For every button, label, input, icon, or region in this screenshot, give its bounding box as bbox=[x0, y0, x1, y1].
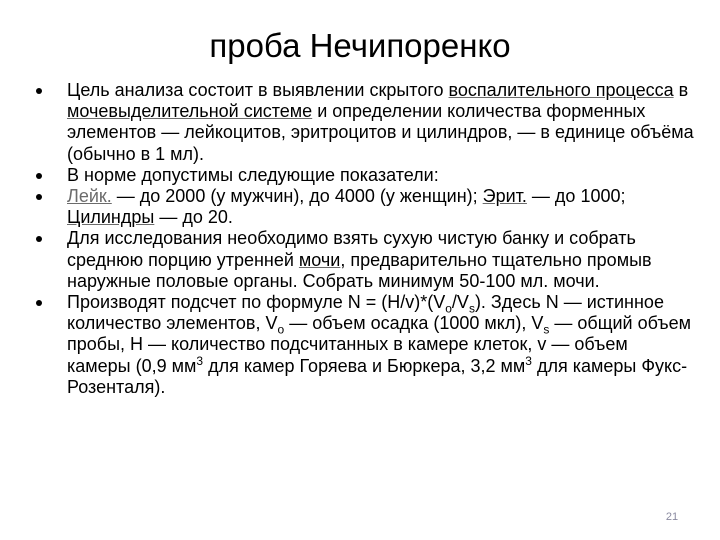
bullet-dot-icon bbox=[36, 194, 42, 200]
bullet-text: и определении количества форменных элементов — лейкоцитов, эритроцитов и цилиндров, — в единице объёма (обычно в 1 мл). bbox=[67, 101, 694, 164]
bullet-text: для камеры Фукс-Розенталя). bbox=[67, 355, 688, 397]
bullet-text: Для исследования необходимо взять сухую чистую банку и собрать среднюю порцию утренней bbox=[67, 228, 636, 270]
subscript: o bbox=[445, 301, 452, 316]
bullet-text: В норме допустимы следующие показатели: bbox=[67, 164, 439, 185]
bullet-dot-icon bbox=[36, 300, 42, 306]
link-cylinders[interactable]: Цилиндры bbox=[67, 207, 155, 228]
link-urine[interactable]: мочи bbox=[298, 249, 341, 270]
bullet-text: — общий объем пробы, H — количество подсчитанных в камере клеток, v — объем камеры (0,9 мм bbox=[67, 313, 691, 376]
link-leukocytes[interactable]: Лейк. bbox=[67, 186, 112, 207]
superscript: 3 bbox=[525, 353, 532, 368]
bullet-text: — до 2000 (у мужчин), до 4000 (у женщин); bbox=[111, 186, 483, 207]
bullet-item-formula bbox=[36, 292, 696, 398]
subscript: o bbox=[277, 322, 285, 337]
link-inflammatory-process[interactable]: воспалительного процесса bbox=[448, 80, 674, 100]
superscript: 3 bbox=[196, 353, 204, 368]
bullet-item-values bbox=[36, 186, 696, 228]
bullet-text: /V bbox=[451, 292, 469, 313]
bullet-dot-icon bbox=[36, 88, 42, 94]
bullet-text: ). Здесь N — истинное количество элементов, V bbox=[67, 292, 664, 334]
bullet-item-collection bbox=[36, 228, 696, 292]
bullet-text: — объем осадка (1000 мкл), V bbox=[284, 313, 544, 334]
bullet-text: — до 1000; bbox=[526, 186, 626, 207]
bullet-text: для камер Горяева и Бюркера, 3,2 мм bbox=[203, 355, 526, 376]
bullet-dot-icon bbox=[36, 173, 42, 179]
page-number: 21 bbox=[665, 511, 679, 523]
bullet-text: Производят подсчет по формуле N = (H/v)*(V bbox=[67, 292, 446, 313]
bullet-text: — до 20. bbox=[154, 207, 233, 228]
bullet-item-purpose bbox=[36, 80, 696, 165]
subscript: s bbox=[468, 301, 475, 316]
link-urinary-system[interactable]: мочевыделительной системе bbox=[67, 101, 313, 122]
bullet-dot-icon bbox=[36, 236, 42, 242]
bullet-text: , предварительно тщательно промыв наружные половые органы. Собрать минимум 50-100 мл. мочи. bbox=[67, 249, 652, 291]
link-erythrocytes[interactable]: Эрит. bbox=[482, 186, 527, 207]
bullet-item-norm bbox=[36, 165, 696, 186]
slide-title: проба Нечипоренко bbox=[209, 27, 511, 64]
bullet-text: в bbox=[673, 80, 689, 100]
bullet-text: Цель анализа состоит в выявлении скрытого bbox=[67, 80, 449, 100]
subscript: s bbox=[543, 322, 550, 337]
bullet-list bbox=[36, 80, 696, 398]
